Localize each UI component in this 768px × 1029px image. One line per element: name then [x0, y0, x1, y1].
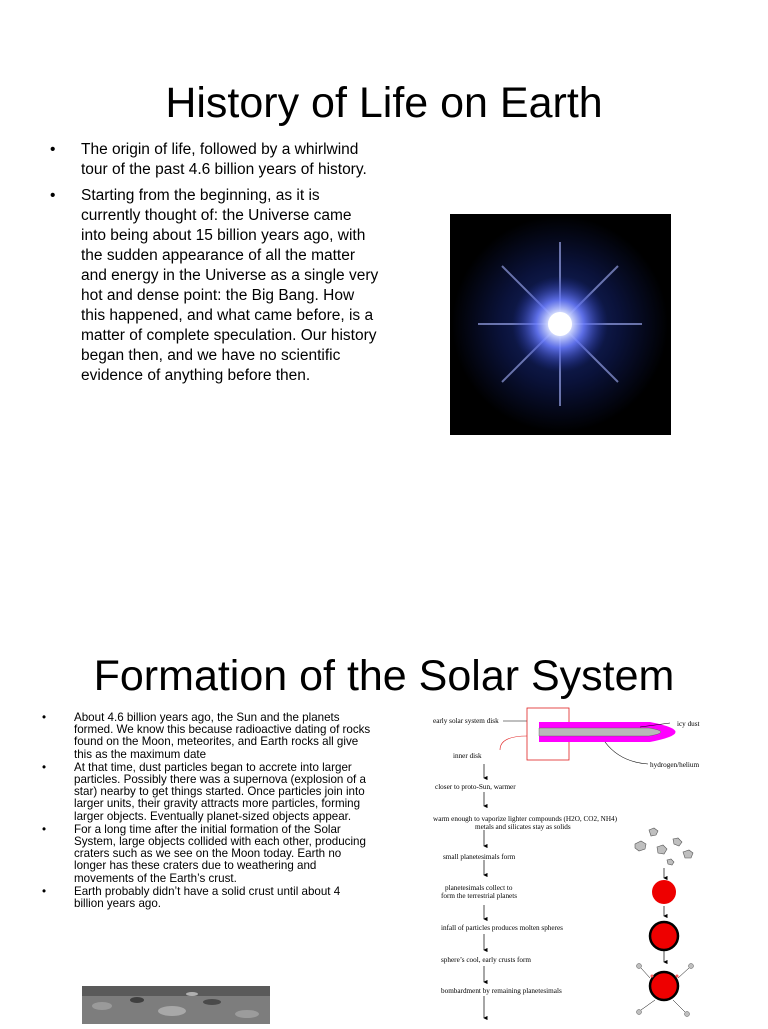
bullet-list: [50, 140, 380, 392]
hydrogen-label: hydrogen/helium: [650, 761, 700, 769]
bullet-text: At that time, dust particles began to accrete into larger particles. Possibly there was a supernova (explosion of a star) nearby to get things started. Once particles join into larger units, their gravity attracts more particles, forming larger objects. Eventually planet-sized objects appear.: [74, 760, 366, 823]
bullet-item: [42, 886, 372, 910]
flow-step: small planetesimals form: [443, 853, 516, 861]
flow-step: infall of particles produces molten spheres: [441, 924, 563, 932]
planetesimals-icon: [635, 828, 693, 865]
bullet-item: [42, 762, 372, 823]
bullet-text: Earth probably didn’t have a solid crust until about 4 billion years ago.: [74, 884, 341, 911]
disk-label: early solar system disk: [433, 717, 499, 725]
flow-step: form the terrestrial planets: [441, 892, 518, 900]
slide-formation-solar-system: [0, 600, 768, 1024]
bullet-dot: •: [50, 187, 56, 204]
bullet-item: [42, 824, 372, 885]
big-bang-image: [450, 214, 671, 435]
flow-step: planetesimals collect to: [445, 884, 513, 892]
bullet-dot: •: [42, 822, 47, 836]
bombarded-sphere-icon: [650, 972, 678, 1000]
flow-step: sphere’s cool, early crusts form: [441, 956, 532, 964]
bullet-text: The origin of life, followed by a whirlwind tour of the past 4.6 billion years of history.: [81, 141, 367, 178]
bullet-dot: •: [42, 884, 47, 898]
bullet-list: [42, 712, 372, 911]
icy-dust-label: icy dust: [677, 720, 700, 728]
slide-title: History of Life on Earth: [165, 78, 603, 127]
bullet-item: [42, 712, 372, 761]
solar-disk-diagram: [405, 700, 745, 1024]
molten-sphere-icon: [652, 880, 676, 904]
flow-step: bombardment by remaining planetesimals: [441, 987, 562, 995]
crusted-sphere-icon: [650, 922, 678, 950]
bullet-item: [50, 140, 380, 180]
bullet-item: [50, 186, 380, 386]
slide-title: Formation of the Solar System: [93, 651, 675, 700]
bullet-text: About 4.6 billion years ago, the Sun and the planets formed. We know this because radioactive dating of rocks found on the Moon, meteorites, and Earth rocks all give this as the maximum date: [74, 711, 371, 761]
bullet-dot: •: [42, 711, 47, 724]
inner-disk-label: inner disk: [453, 752, 482, 760]
flow-step: metals and silicates stay as solids: [475, 823, 571, 831]
bullet-text: For a long time after the initial formation of the Solar System, large objects collided with each other, producing craters such as we see on the Moon today. Earth no longer has these craters due to weathering and movements of the Earth’s crust.: [74, 822, 366, 885]
flow-step: warm enough to vaporize lighter compounds (H2O, CO2, NH4): [433, 815, 618, 823]
bullet-text: Starting from the beginning, as it is currently thought of: the Universe came into being about 15 billion years ago, with the sudden appearance of all the matter and energy in the Universe as a single very hot and dense point: the Big Bang. How this happened, and what came before, is a matter of complete speculation. Our history began then, and we have no scientific evidence of anything before then.: [81, 187, 379, 384]
flow-step: closer to proto-Sun, warmer: [435, 783, 516, 791]
bullet-dot: •: [50, 141, 56, 158]
bullet-dot: •: [42, 760, 47, 774]
moon-surface-image: [82, 986, 270, 1024]
